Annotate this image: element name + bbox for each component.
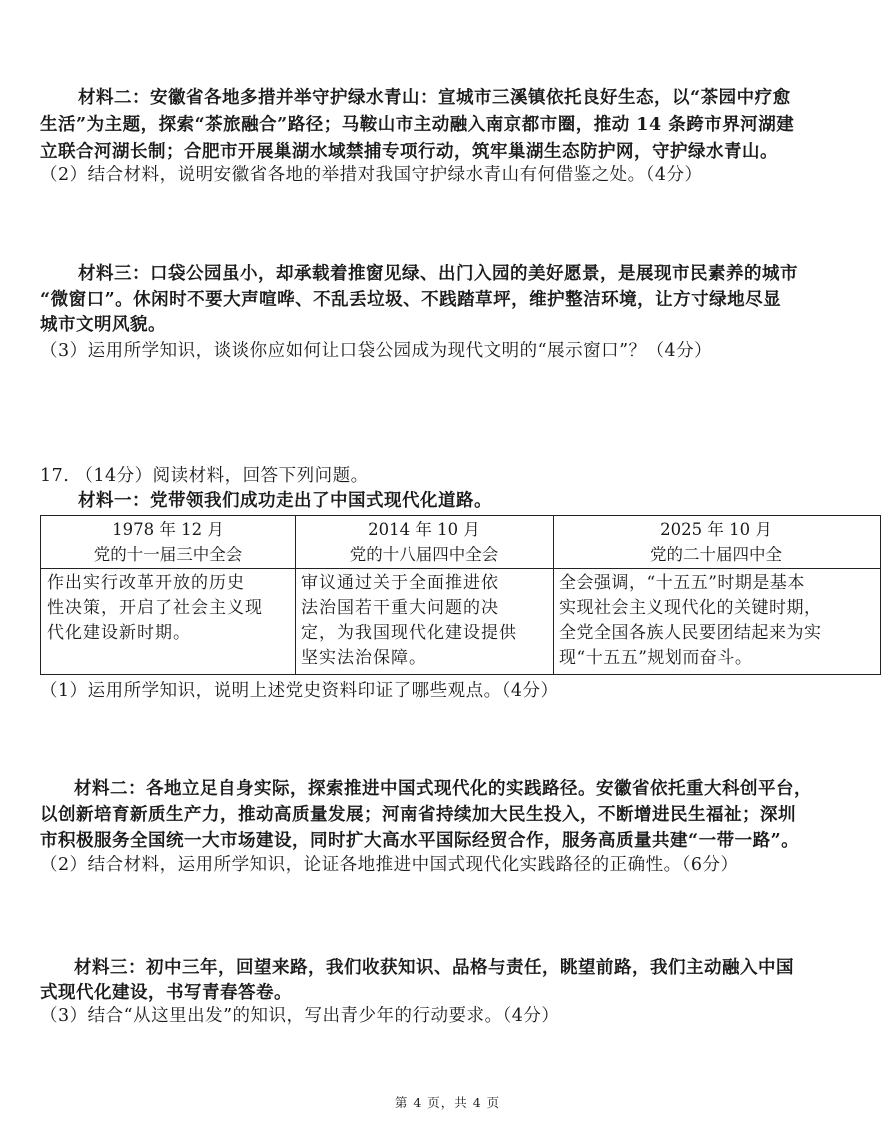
- page-footer: 第 4 页，共 4 页: [394, 1095, 501, 1110]
- question-17-title: 17. （14分）阅读材料，回答下列问题。: [40, 466, 369, 486]
- table-cell-1978: [41, 569, 295, 648]
- header-event: 党的十八届四中全会: [349, 545, 499, 564]
- cell-line: 全会强调，“十五五”时期是基本: [559, 573, 805, 593]
- cell-line: 作出实行改革开放的历史: [47, 573, 245, 593]
- cell-line: 坚实法治保障。: [301, 648, 427, 668]
- cell-line: 实现社会主义现代化的关键时期，: [559, 598, 822, 618]
- q17-material-3-line-2: 式现代化建设，书写青春答卷。: [40, 983, 292, 1003]
- cell-line: 性决策，开启了社会主义现: [47, 598, 263, 618]
- header-event: 党的十一届三中全会: [93, 545, 243, 564]
- table-header-2014: [295, 516, 553, 568]
- q17-material-2-line-2: 以创新培育新质生产力，推动高质量发展；河南省持续加大民生投入，不断增进民生福祉；深圳: [40, 805, 796, 825]
- question-2: （2）结合材料，说明安徽省各地的举措对我国守护绿水青山有何借鉴之处。（4分）: [40, 165, 703, 185]
- history-table: [40, 515, 881, 675]
- q17-material-2-line-1: 材料二：各地立足自身实际，探索推进中国式现代化的实践路径。安徽省依托重大科创平台，: [74, 779, 812, 799]
- table-header-1978: [41, 516, 295, 568]
- table-cell-2014: [295, 569, 553, 673]
- header-date: 2025 年 10 月: [660, 520, 772, 539]
- cell-line: 代化建设新时期。: [47, 623, 191, 643]
- cell-line: 全党全国各族人民要团结起来为实: [559, 623, 822, 643]
- q17-question-1: （1）运用所学知识，说明上述党史资料印证了哪些观点。（4分）: [40, 681, 559, 701]
- header-event: 党的二十届四中全: [650, 545, 782, 564]
- cell-line: 法治国若干重大问题的决: [301, 598, 499, 618]
- header-date: 2014 年 10 月: [368, 520, 480, 539]
- q17-material-1: 材料一：党带领我们成功走出了中国式现代化道路。: [78, 491, 492, 511]
- q17-question-2: （2）结合材料，运用所学知识，论证各地推进中国式现代化实践路径的正确性。（6分）: [40, 855, 739, 875]
- cell-line: 定，为我国现代化建设提供: [301, 623, 517, 643]
- material-3-line-1: 材料三：口袋公园虽小，却承载着推窗见绿、出门入园的美好愿景，是展现市民素养的城市: [78, 264, 798, 284]
- material-3-line-3: 城市文明风貌。: [40, 315, 166, 335]
- header-date: 1978 年 12 月: [112, 520, 224, 539]
- cell-line: 现“十五五”规划而奋斗。: [559, 648, 753, 668]
- cell-line: 审议通过关于全面推进依: [301, 573, 499, 593]
- material-3-line-2: “微窗口”。休闲时不要大声喧哗、不乱丢垃圾、不践踏草坪，维护整洁环境，让方寸绿地尽显: [40, 290, 782, 310]
- material-2-line-2: 生活”为主题，探索“茶旅融合”路径；马鞍山市主动融入南京都市圈，推动 14 条跨市界河湖建: [40, 115, 795, 135]
- q17-material-3-line-1: 材料三：初中三年，回望来路，我们收获知识、品格与责任，眺望前路，我们主动融入中国: [74, 958, 794, 978]
- table-cell-2025: [553, 569, 879, 673]
- question-3: （3）运用所学知识，谈谈你应如何让口袋公园成为现代文明的“展示窗口”？（4分）: [40, 341, 713, 361]
- q17-material-2-line-3: 市积极服务全国统一大市场建设，同时扩大高水平国际经贸合作，服务高质量共建“一带一路”。: [40, 831, 800, 851]
- table-header-2025: [553, 516, 879, 568]
- material-2-line-3: 立联合河湖长制；合肥市开展巢湖水域禁捕专项行动，筑牢巢湖生态防护网，守护绿水青山。: [40, 142, 778, 162]
- material-2-line-1: 材料二：安徽省各地多措并举守护绿水青山：宣城市三溪镇依托良好生态，以“茶园中疗愈: [78, 88, 791, 108]
- q17-question-3: （3）结合“从这里出发”的知识，写出青少年的行动要求。（4分）: [40, 1006, 560, 1026]
